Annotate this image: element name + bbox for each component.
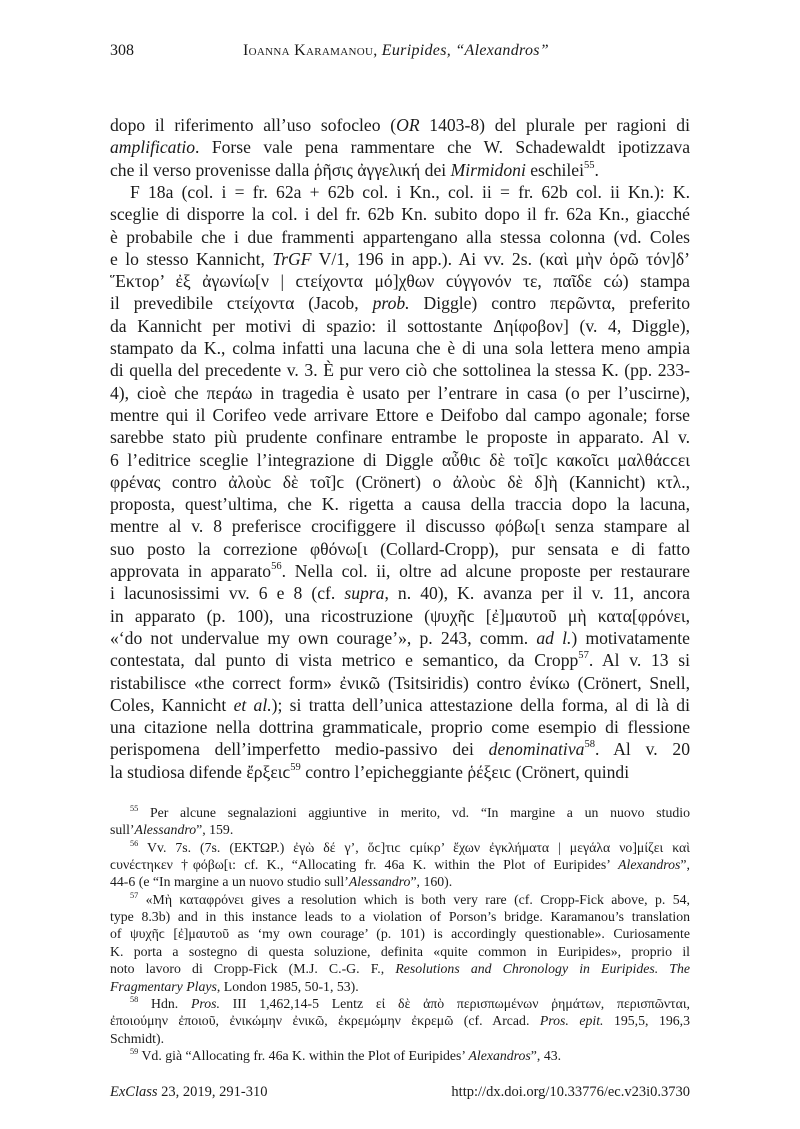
- body-line: [110, 181, 690, 203]
- footnote-ref: 56: [130, 838, 139, 848]
- italic-segment: supra: [344, 583, 385, 604]
- body-line: [110, 315, 690, 337]
- italic-segment: Alexandros: [618, 857, 681, 873]
- footnote-ref: 58: [130, 994, 139, 1004]
- text-segment: i lacunosissimi vv. 6 e 8 (cf.: [110, 583, 345, 604]
- body-line: [110, 605, 690, 627]
- footnote-ref: 59: [290, 761, 301, 773]
- text-segment: contestata, dal punto di vista metrico e semantico, da Cropp: [110, 650, 579, 671]
- text-segment: il prevedibile ϲτείχοντα (Jacob,: [110, 293, 373, 314]
- body-line: [110, 114, 690, 136]
- footnote-ref: 57: [130, 890, 139, 900]
- text-segment: Per alcune segnalazioni aggiuntive in merito, vd. “In margine a un nuovo studio: [138, 805, 690, 820]
- text-segment: di quella del precedente v. 3. È pur vero ciò che sottolinea la stessa K. (pp. 233-: [110, 360, 690, 381]
- italic-segment: prob.: [372, 293, 410, 314]
- text-segment: Vv. 7s. (7s. (ΕΚΤΩΡ.) ἐγὼ δέ γ’, ὅϲ]τιϲ ϲμίκρ’ ἔχων ἐγκλήματα | μεγάλα νο]μίζει καὶ: [138, 839, 690, 855]
- text-segment: suo posto la correzione φθόνω[ι (Collard-Cropp), pur sensata e di fatto: [110, 538, 690, 559]
- text-segment: . Al v. 20: [594, 739, 690, 760]
- text-segment: ) motivatamente: [571, 627, 690, 648]
- text-segment: ἐποιούμην ἐποιοῦ, ἐνικώμην ἐνικῶ, ἐκρεμώμην ἐκρεμῶ (cf. Arcad.: [110, 1013, 540, 1029]
- text-segment: contro l’epicheggiante ῥέξειϲ (Crönert, quindi: [300, 761, 630, 782]
- italic-segment: Alessandro: [134, 822, 197, 838]
- text-segment: ”, 159.: [196, 822, 234, 838]
- italic-segment: amplificatio: [110, 137, 196, 158]
- text-segment: ”, 43.: [530, 1047, 562, 1063]
- footnote-line: [110, 1047, 690, 1064]
- text-segment: V/1, 196 in app.). Ai vv. 2s. (καὶ μὴν ὁρῶ τόν]δ’: [311, 248, 690, 269]
- running-head-separator: ,: [373, 42, 382, 59]
- text-segment: of ψυχῆϲ [ἐ]μαυτοῦ as ‘my own courage’ (p. 101) is accordingly questionable». Curiosamente: [110, 926, 690, 942]
- italic-segment: Alexandros: [468, 1047, 531, 1063]
- text-segment: Diggle) contro περῶντα, preferito: [409, 293, 690, 314]
- text-segment: Hdn.: [138, 995, 191, 1011]
- text-segment: che il verso provenisse dalla ῥῆσις ἀγγελική dei: [110, 159, 451, 180]
- italic-segment: denominativa: [488, 739, 585, 760]
- footnote-ref: 55: [130, 803, 139, 813]
- footnote-line: [110, 908, 690, 925]
- text-segment: «‘do not undervalue my own courage’», p. 243, comm.: [110, 627, 537, 648]
- text-segment: Coles, Kannicht: [110, 694, 234, 715]
- footnote-line: [110, 978, 690, 995]
- text-segment: perispomena dell’imperfetto medio-passivo dei: [110, 739, 489, 760]
- footnote-line: [110, 856, 690, 873]
- body-line: [110, 248, 690, 270]
- body-line: [110, 203, 690, 225]
- footnote-line: [110, 925, 690, 942]
- body-line: [110, 560, 690, 582]
- footnote-line: [110, 943, 690, 960]
- citation-details: 23, 2019, 291-310: [157, 1084, 268, 1100]
- body-line: [110, 159, 690, 181]
- footnote-ref: 56: [271, 561, 282, 573]
- text-segment: . Nella col. ii, oltre ad alcune proposte per restaurare: [281, 561, 690, 581]
- text-segment: ϲυνέϲτηκεν †φόβω[ι: cf. K., “Allocating fr. 46a K. within the Plot of Euripides’: [110, 857, 619, 873]
- text-segment: K. porta a sostegno di questa soluzione, definita «quite common in Euripides», proprio il: [110, 943, 690, 959]
- text-segment: dopo il riferimento all’uso sofocleo (: [110, 115, 397, 135]
- footnote-line: [110, 1012, 690, 1029]
- text-segment: e lo stesso Kannicht,: [110, 248, 273, 269]
- italic-segment: Pros. epit.: [539, 1013, 604, 1029]
- text-segment: φρένας contro ἀλοὺϲ δὲ τοῖ]ϲ (Crönert) o ἀλοὺϲ δὲ δ]ὴ (Kannicht) κτλ.,: [110, 471, 690, 492]
- body-line: [110, 761, 690, 783]
- footnote-line: [110, 804, 690, 821]
- body-line: [110, 627, 690, 649]
- text-segment: , n. 40), K. avanza per il v. 11, ancora: [384, 583, 690, 604]
- text-segment: approvata in apparato: [110, 561, 272, 581]
- body-line: [110, 649, 690, 671]
- text-segment: 4), cioè che περάω in tragedia è usato per l’entrare in casa (o per l’uscirne),: [110, 382, 690, 403]
- footnote-line: [110, 873, 690, 890]
- text-segment: è probabile che i due frammenti appartengano alla stessa colonna (vd. Coles: [110, 226, 690, 247]
- text-segment: ristabilisce «the correct form» ἐνικῶ (Tsitsiridis) contro ἐνίκω (Crönert, Snell,: [110, 672, 690, 693]
- text-segment: stampato da K., colma infatti una lacuna che è di una sola lettera meno ampia: [110, 338, 690, 358]
- body-line: [110, 582, 690, 604]
- text-segment: proposta, quest’ultima, che K. rigetta a causa della traccia dopo la lacuna,: [110, 494, 690, 515]
- body-line: [110, 716, 690, 738]
- body-line: [110, 136, 690, 158]
- italic-segment: Pros.: [190, 995, 220, 1011]
- italic-segment: Alessandro: [348, 874, 411, 890]
- text-segment: ”,: [680, 857, 690, 873]
- text-segment: in apparato (p. 100), una ricostruzione (ψυχῆϲ [ἐ]μαυτοῦ μὴ κατα[φρόνει,: [110, 605, 690, 626]
- text-segment: noto lavoro di Cropp-Fick (M.J. C.-G. F.,: [110, 961, 396, 977]
- body-line: [110, 515, 690, 537]
- body-line: [110, 471, 690, 493]
- body-line: [110, 538, 690, 560]
- text-segment: sull’: [110, 822, 135, 838]
- footnote-line: [110, 1030, 690, 1047]
- italic-segment: Resolutions and Chronology in Euripides. The: [395, 961, 690, 977]
- footnote-line: [110, 960, 690, 977]
- body-line: [110, 426, 690, 448]
- text-segment: 1403-8) del plurale per ragioni di: [419, 115, 690, 135]
- running-head: [243, 42, 549, 60]
- running-head-author: Ioanna Karamanou: [243, 42, 374, 59]
- text-segment: la studiosa difende ἔρξειϲ: [110, 761, 291, 782]
- text-segment: sarebbe stato più prudente confinare entrambe le proposte in apparato. Al v.: [110, 427, 690, 448]
- page-number: 308: [110, 42, 134, 59]
- text-segment: Ἕκτορ’ ἐξ ἀγωνίω[ν | ϲτείχοντα μό]χθων ϲύγγονόν τε, παῖδε ϲώ) stampa: [110, 271, 690, 292]
- text-segment: F 18a (col. i = fr. 62a + 62b col. i Kn., col. ii = fr. 62b col. ii Kn.): K.: [130, 181, 690, 202]
- italic-segment: OR: [396, 115, 420, 135]
- text-segment: sceglie di disporre la col. i del fr. 62b Kn. subito dopo il fr. 62a Kn., giacché: [110, 204, 690, 225]
- running-head-title: Euripides, “Alexandros”: [381, 42, 549, 59]
- text-segment: 195,5, 196,3: [603, 1013, 690, 1029]
- footnote-line: [110, 821, 690, 838]
- body-line: [110, 672, 690, 694]
- footnote-line: [110, 891, 690, 908]
- footnote-ref: 57: [578, 650, 589, 662]
- journal-name: ExClass: [110, 1084, 158, 1100]
- body-line: [110, 449, 690, 471]
- text-segment: da Kannicht per motivi di spazio: il sottostante Δηίφοβον] (v. 4, Diggle),: [110, 315, 690, 336]
- text-segment: ); si tratta dell’unica attestazione della forma, al di là di: [271, 694, 690, 715]
- footer-citation: [110, 1084, 268, 1101]
- italic-segment: Mirmidoni: [450, 159, 526, 180]
- text-segment: III 1,462,14-5 Lentz εἰ δὲ ἀπὸ περισπωμένων ῥημάτων, περισπῶνται,: [219, 995, 690, 1011]
- text-segment: Schmidt).: [110, 1030, 165, 1046]
- italic-segment: ad l.: [536, 627, 572, 648]
- text-segment: 44-6 (e “In margine a un nuovo studio sull’: [110, 874, 349, 890]
- body-line: [110, 404, 690, 426]
- footnote-ref: 58: [584, 739, 595, 751]
- body-line: [110, 359, 690, 381]
- text-segment: eschilei: [525, 159, 584, 180]
- text-segment: Vd. già “Allocating fr. 46a K. within the Plot of Euripides’: [138, 1047, 469, 1063]
- body-line: [110, 292, 690, 314]
- italic-segment: TrGF: [272, 248, 312, 269]
- italic-segment: et al.: [233, 694, 272, 715]
- body-line: [110, 493, 690, 515]
- text-segment: .: [594, 159, 599, 180]
- text-segment: mentre al v. 8 preferisce crocifiggere il discusso φόβω[ι senza stampare al: [110, 516, 690, 537]
- text-segment: ”, 160).: [410, 874, 453, 890]
- text-segment: . Forse vale pena rammentare che W. Schadewaldt ipotizzava: [195, 137, 690, 158]
- text-segment: , London 1985, 50-1, 53).: [216, 978, 359, 994]
- footnote-ref: 59: [130, 1046, 139, 1056]
- footnote-ref: 55: [583, 159, 595, 171]
- body-line: [110, 738, 690, 760]
- italic-segment: Fragmentary Plays: [110, 978, 217, 994]
- body-line: [110, 337, 690, 359]
- body-line: [110, 382, 690, 404]
- footnote-line: [110, 995, 690, 1012]
- text-segment: . Al v. 13 si: [588, 650, 691, 671]
- text-segment: mentre qui il Corifeo vede arrivare Ettore e Deifobo dal campo agonale; forse: [110, 404, 690, 425]
- text-segment: una citazione nella dottrina grammaticale, proprio come esempio di flessione: [110, 717, 690, 738]
- body-line: [110, 226, 690, 248]
- text-segment: type 8.3b) and in this instance leads to a violation of Porson’s bridge. Karamanou’s translation: [110, 909, 690, 925]
- footnote-line: [110, 839, 690, 856]
- body-line: [110, 694, 690, 716]
- text-segment: «Μὴ καταφρόνει gives a resolution which is both very rare (cf. Cropp-Fick above, p. 54,: [138, 891, 690, 907]
- footer-doi-link[interactable]: http://dx.doi.org/10.33776/ec.v23i0.3730: [451, 1084, 690, 1100]
- text-segment: 6 l’editrice sceglie l’integrazione di Diggle αὖθιϲ δὲ τοῖ]ϲ κακοῖϲι μαλθάϲϲει: [110, 449, 690, 470]
- body-line: [110, 270, 690, 292]
